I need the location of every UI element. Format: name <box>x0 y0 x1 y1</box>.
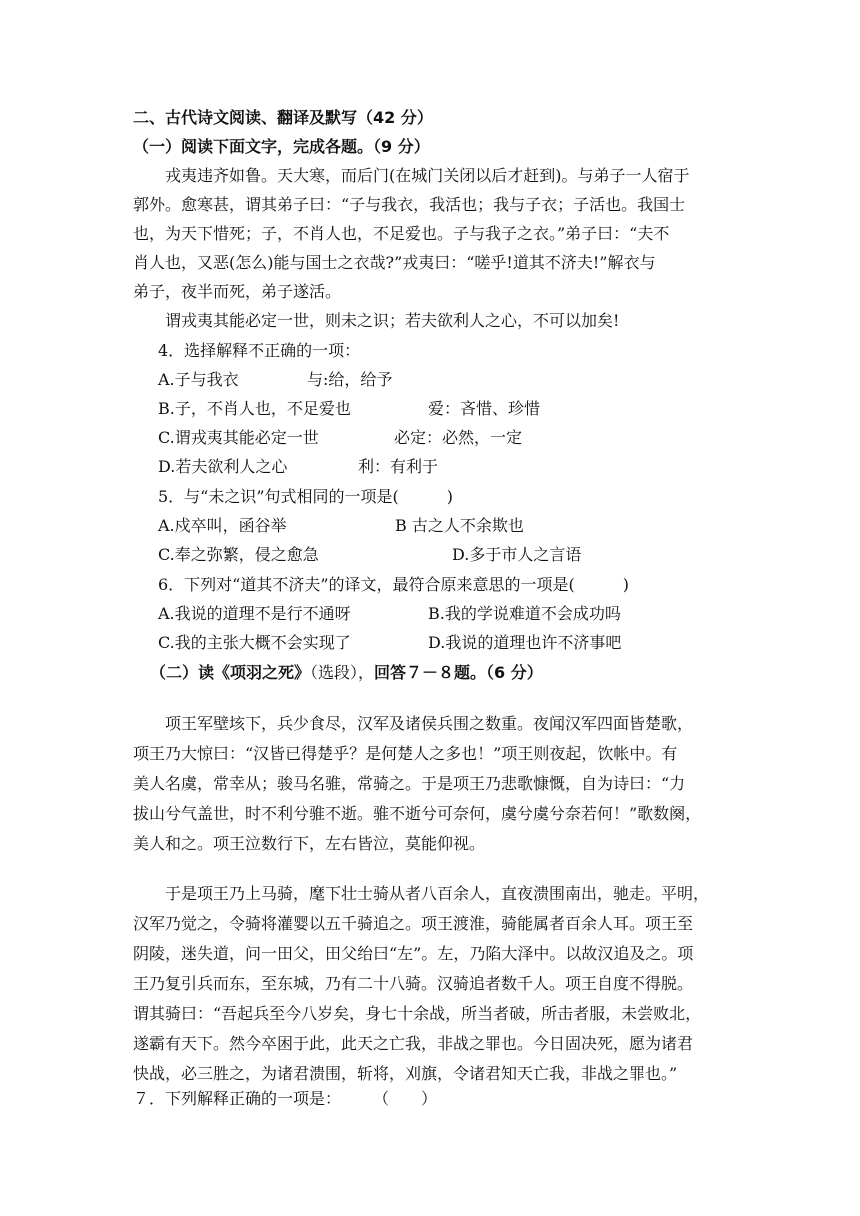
question-5-stem: 5．与“未之识”句式相同的一项是( ) <box>158 487 454 506</box>
passage2-line: 美人和之。项王泣数行下，左右皆泣，莫能仰视。 <box>133 834 486 853</box>
passage3-line: 汉军乃觉之，令骑将灌婴以五千骑追之。项王渡淮，骑能属者百余人耳。项王至 <box>133 914 694 933</box>
passage3-line: 于是项王乃上马骑，麾下壮士骑从者八百余人，直夜溃围南出，驰走。平明， <box>165 884 710 903</box>
q5-option-c: C.奉之弥繁，侵之愈急 <box>158 545 319 564</box>
question-4-stem: 4．选择解释不正确的一项： <box>158 341 361 360</box>
passage3-line: 王乃复引兵而东，至东城，乃有二十八骑。汉骑追者数千人。项王自度不得脱。 <box>133 974 694 993</box>
part1-heading: （一）阅读下面文字，完成各题。（9 分） <box>133 137 430 156</box>
passage3-line: 谓其骑曰：“吾起兵至今八岁矣，身七十余战，所当者破，所击者服，未尝败北， <box>133 1004 702 1023</box>
q5-option-a: A.戍卒叫，函谷举 <box>158 516 287 535</box>
passage3-line: 遂霸有天下。然今卒困于此，此天之亡我，非战之罪也。今日固决死，愿为诸君 <box>133 1034 694 1053</box>
passage-line: 也，为天下惜死；子，不肖人也，不足爱也。子与我子之衣。”弟子曰：“夫不 <box>133 224 670 243</box>
part2-heading <box>150 663 543 683</box>
q4-option-d-note: 利：有利于 <box>358 457 439 476</box>
q4-option-d: D.若夫欲利人之心 <box>158 457 288 476</box>
q4-option-b-note: 爱：吝惜、珍惜 <box>428 399 541 418</box>
q6-option-a: A.我说的道理不是行不通呀 <box>158 604 351 623</box>
passage-line: 郭外。愈寒甚，谓其弟子曰：“子与我衣，我活也；我与子衣；子活也。我国士 <box>133 195 686 214</box>
passage3-line: 快战，必三胜之，为诸君溃围，斩将，刈旗，令诸君知天亡我，非战之罪也。” <box>133 1064 678 1083</box>
q4-option-c: C.谓戎夷其能必定一世 <box>158 428 319 447</box>
q5-option-b: B 古之人不余欺也 <box>395 516 524 535</box>
q6-option-b: B.我的学说难道不会成功吗 <box>428 604 621 623</box>
passage2-line: 项王乃大惊曰：“汉皆已得楚乎？是何楚人之多也！”项王则夜起，饮帐中。有 <box>133 744 678 763</box>
q4-option-a: A.子与我衣 <box>158 370 239 389</box>
q4-option-c-note: 必定：必然，一定 <box>394 428 523 447</box>
passage2-line: 美人名虞，常幸从；骏马名骓，常骑之。于是项王乃悲歌慷慨，自为诗曰：“力 <box>133 774 686 793</box>
q4-option-a-note: 与:给，给予 <box>307 370 393 389</box>
section-title: 二、古代诗文阅读、翻译及默写（42 分） <box>133 108 433 127</box>
passage-line: 谓戎夷其能必定一世，则未之识；若夫欲利人之心，不可以加矣! <box>165 311 620 330</box>
passage-line: 戎夷违齐如鲁。天大寒，而后门(在城门关闭以后才赶到)。与弟子一人宿于 <box>165 166 690 185</box>
part2-heading-tail: 回答７－８题。（6 分） <box>374 663 543 682</box>
passage3-line: 阴陵，迷失道，问一田父，田父绐曰“左”。左，乃陷大泽中。以故汉追及之。项 <box>133 944 694 963</box>
question-7-stem: ７．下列解释正确的一项是： （ ） <box>133 1089 438 1108</box>
q6-option-d: D.我说的道理也许不济事吧 <box>428 633 622 652</box>
question-6-stem: 6．下列对“道其不济夫”的译文，最符合原来意思的一项是( ) <box>158 575 630 594</box>
passage2-line: 项王军壁垓下，兵少食尽，汉军及诸侯兵围之数重。夜闻汉军四面皆楚歌， <box>165 714 694 733</box>
passage-line: 肖人也，又恶(怎么)能与国士之衣哉?”戎夷曰：“嗟乎!道其不济夫!”解衣与 <box>133 253 656 272</box>
q6-option-c: C.我的主张大概不会实现了 <box>158 633 351 652</box>
passage2-line: 拔山兮气盖世，时不利兮骓不逝。骓不逝兮可奈何，虞兮虞兮奈若何！”歌数阕， <box>133 804 702 823</box>
part2-heading-note: （选段）， <box>310 663 375 682</box>
passage-line: 弟子，夜半而死，弟子遂活。 <box>133 282 342 301</box>
q4-option-b: B.子，不肖人也，不足爱也 <box>158 399 351 418</box>
q5-option-d: D.多于市人之言语 <box>452 545 582 564</box>
part2-heading-main: （二）读《项羽之死》 <box>150 663 311 682</box>
